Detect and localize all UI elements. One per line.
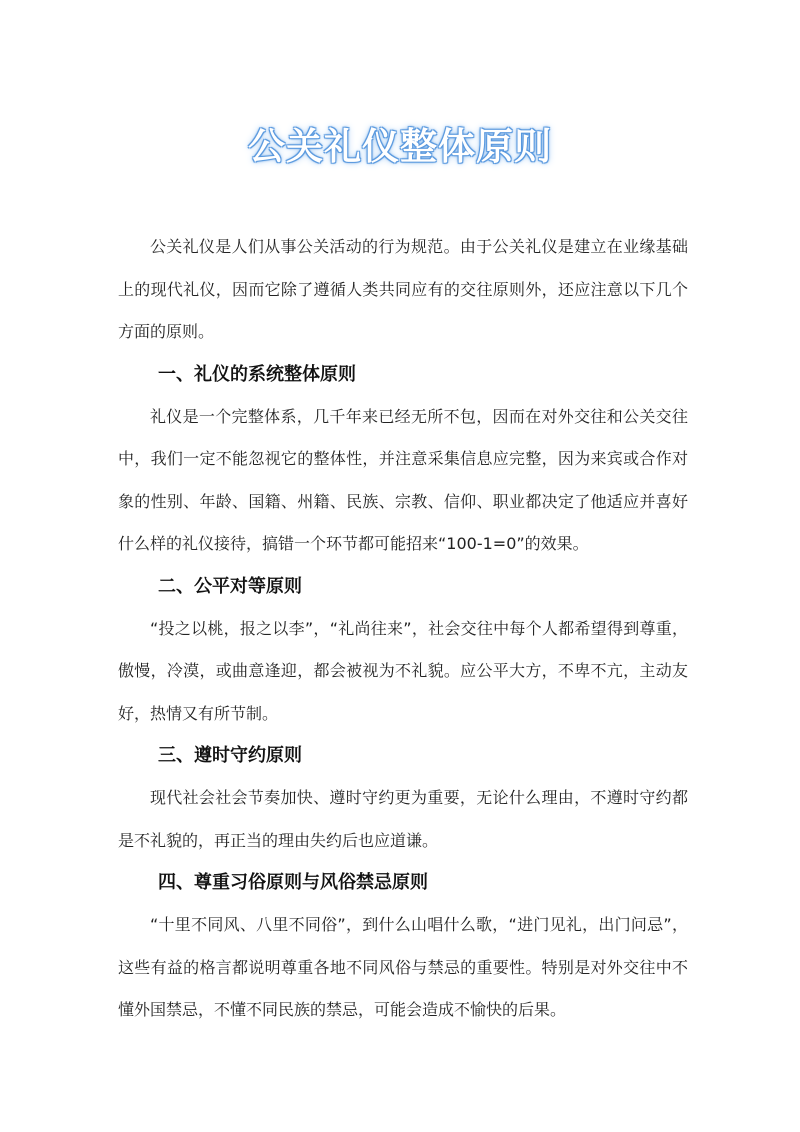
section-3-paragraph: 现代社会社会节奏加快、遵时守约更为重要，无论什么理由，不遵时守约都是不礼貌的，再正当的理由失约后也应道谦。: [118, 788, 688, 850]
section-1-heading: 一、礼仪的系统整体原则: [158, 363, 356, 385]
intro-paragraph: 公关礼仪是人们从事公关活动的行为规范。由于公关礼仪是建立在业缘基础上的现代礼仪，因而它除了遵循人类共同应有的交往原则外，还应注意以下几个方面的原则。: [118, 237, 688, 341]
section-3-heading: 三、遵时守约原则: [158, 745, 302, 766]
section-2-heading: 二、公平对等原则: [158, 575, 302, 597]
document-title: 公关礼仪整体原则: [248, 125, 552, 168]
section-4-heading: 四、尊重习俗原则与风俗禁忌原则: [158, 872, 428, 893]
document-body: [118, 226, 688, 1032]
section-4-paragraph: “十里不同风、八里不同俗”，到什么山唱什么歌，“进门见礼，出门问忌”，这些有益的格言都说明尊重各地不同风俗与禁忌的重要性。特别是对外交往中不懂外国禁忌，不懂不同民族的禁忌，可能会造成不愉快的后果。: [118, 915, 688, 1019]
section-2-paragraph: “投之以桃，报之以李”，“礼尚往来”，社会交往中每个人都希望得到尊重，傲慢，冷漠，或曲意逢迎，都会被视为不礼貌。应公平大方，不卑不亢，主动友好，热情又有所节制。: [118, 618, 688, 723]
section-1-paragraph: 礼仪是一个完整体系，几千年来已经无所不包，因而在对外交往和公关交往中，我们一定不能忽视它的整体性，并注意采集信息应完整，因为来宾或合作对象的性别、年龄、国籍、州籍、民族、宗教、信仰、职业都决定了他适应并喜好什么样的礼仪接待，搞错一个环节都可能招来“100-1=0”的效果。: [118, 406, 688, 553]
